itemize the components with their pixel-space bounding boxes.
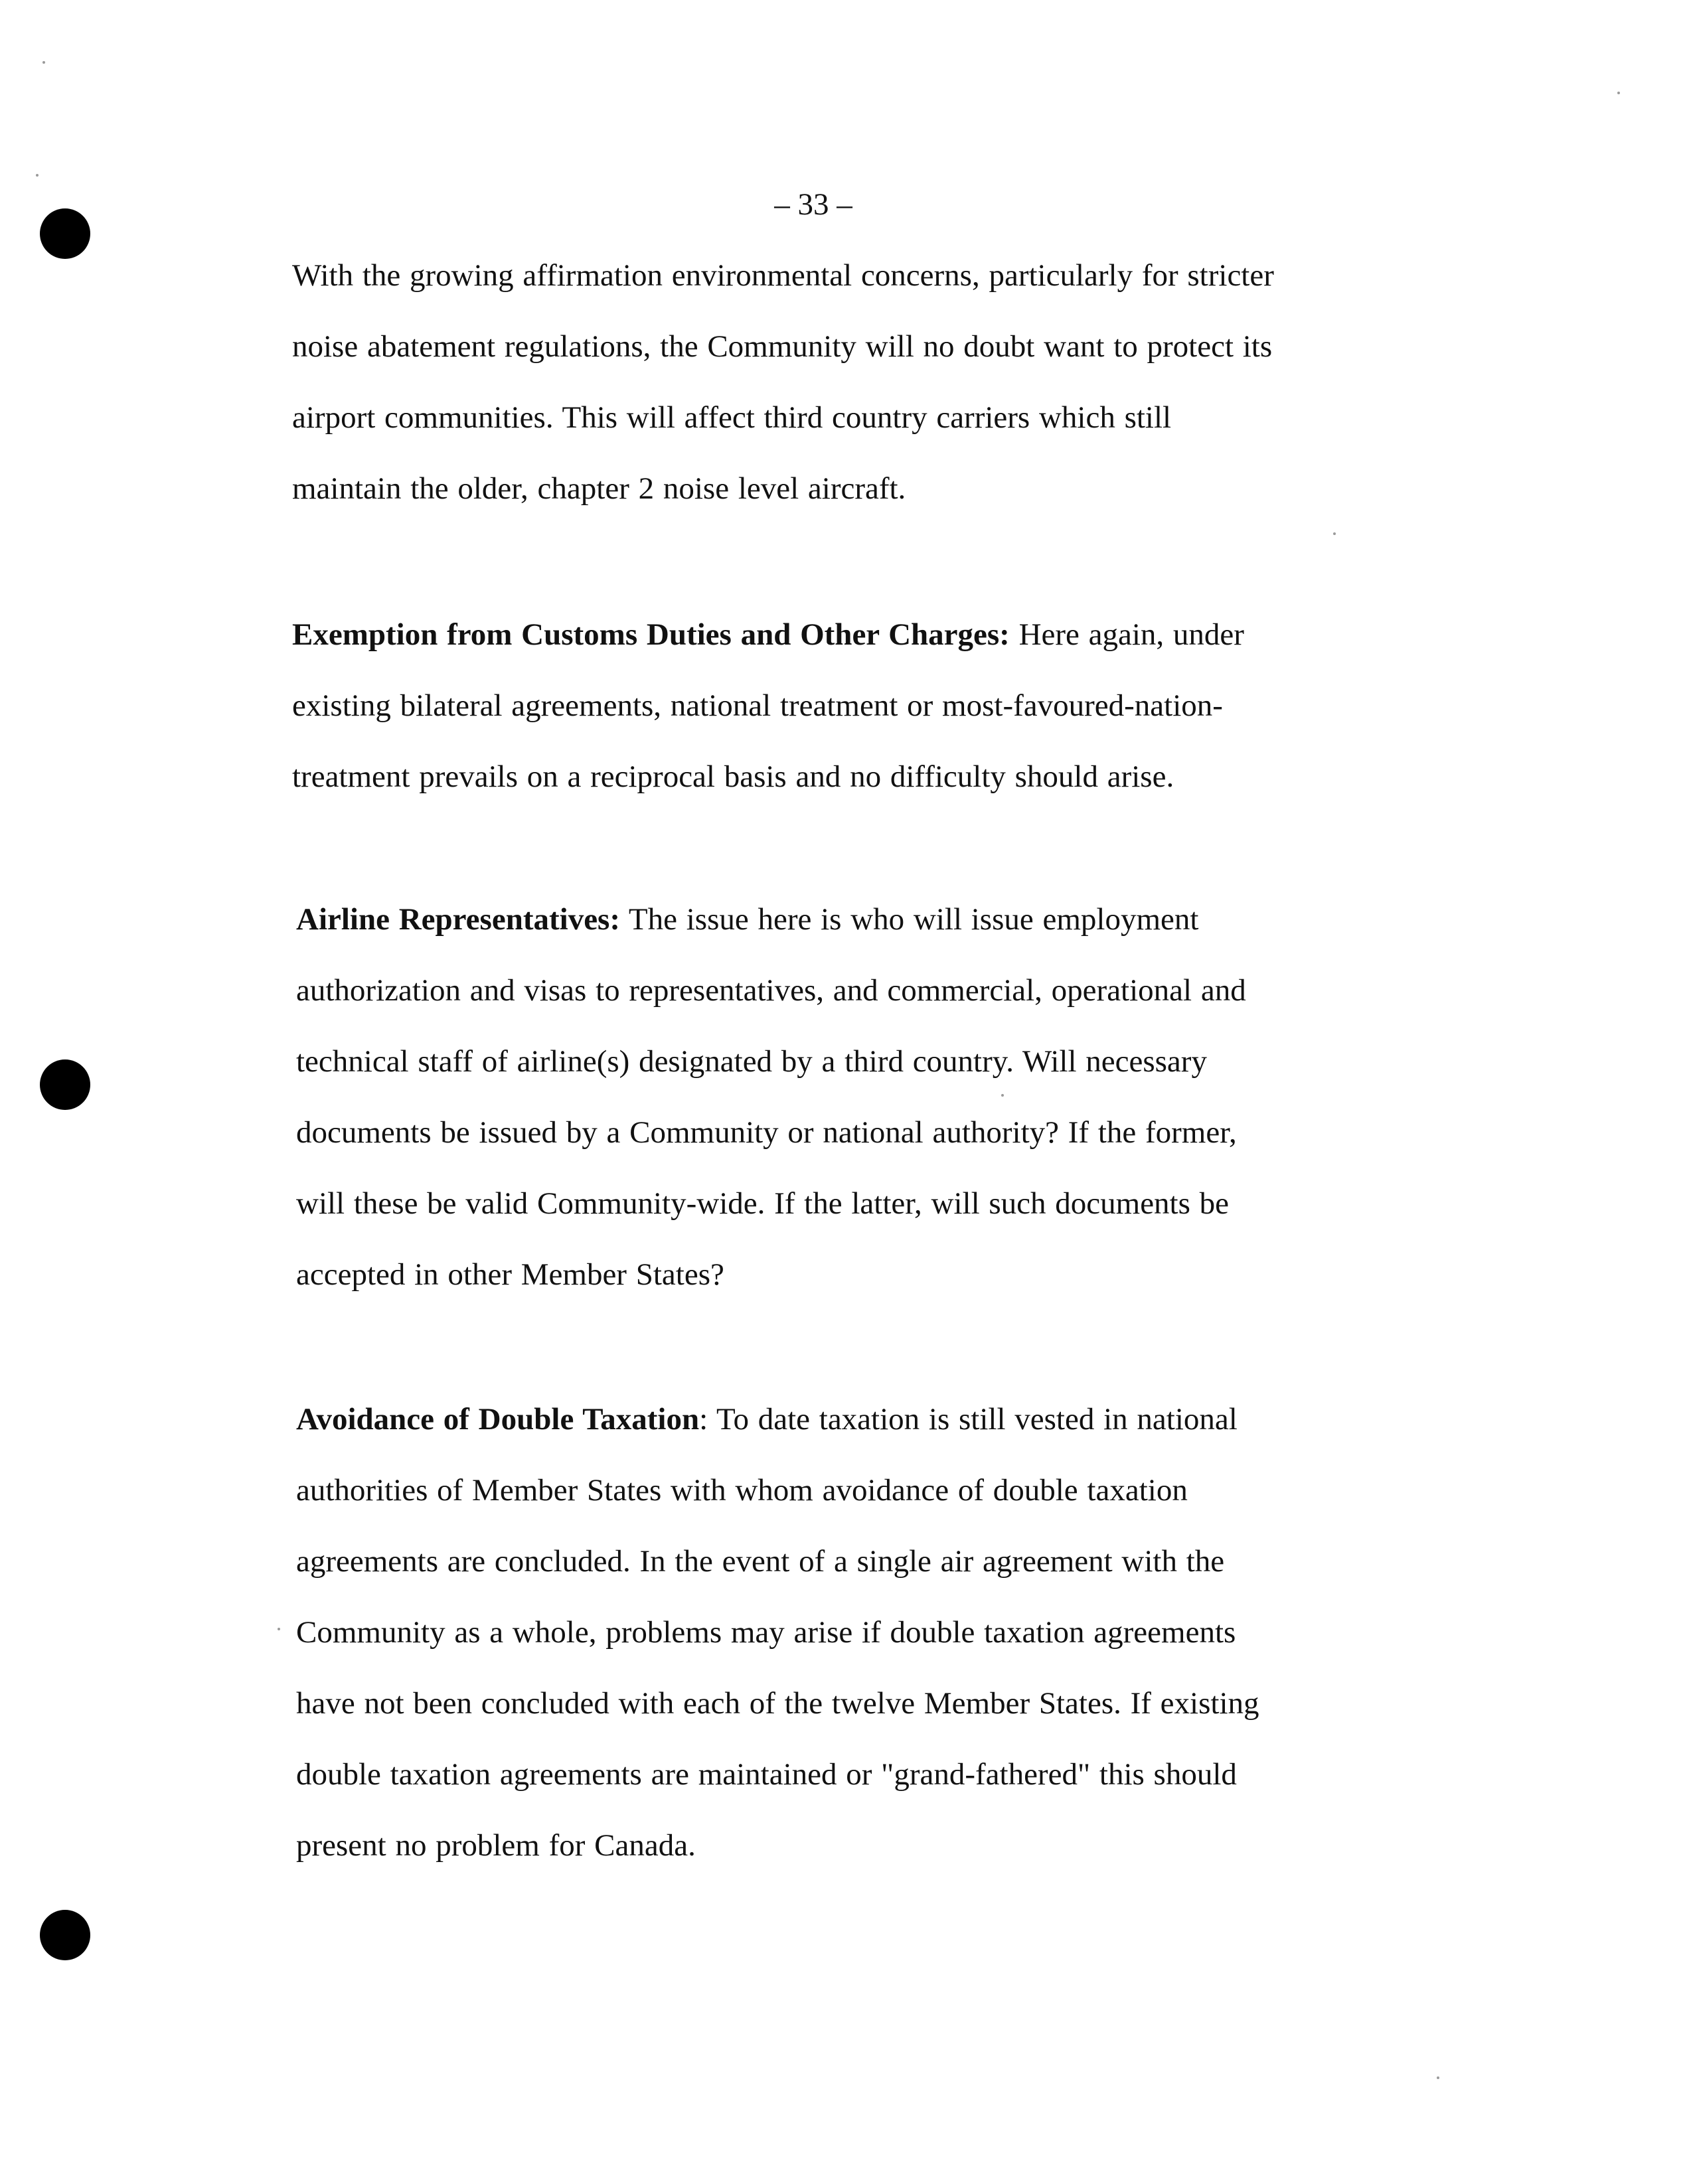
text-line: will these be valid Community-wide. If the latter, will such documents be: [296, 1186, 1230, 1221]
text-line: : To date taxation is still vested in national: [699, 1402, 1238, 1437]
section-heading-representatives: Airline Representatives:: [296, 902, 620, 937]
text-line: treatment prevails on a reciprocal basis and no difficulty should arise.: [292, 759, 1174, 794]
section-heading-customs: Exemption from Customs Duties and Other Charges:: [292, 617, 1010, 652]
text-line: have not been concluded with each of the twelve Member States. If existing: [296, 1686, 1259, 1721]
scan-speck: [278, 1628, 280, 1630]
paragraph-noise-concerns: [292, 240, 1394, 524]
text-line: authorities of Member States with whom avoidance of double taxation: [296, 1473, 1188, 1508]
text-line: agreements are concluded. In the event of a single air agreement with the: [296, 1544, 1225, 1579]
page-number: – 33 –: [774, 187, 852, 222]
text-line: The issue here is who will issue employment: [620, 902, 1199, 937]
text-line: documents be issued by a Community or national authority? If the former,: [296, 1115, 1237, 1150]
punch-hole-middle: [40, 1059, 90, 1110]
text-line: noise abatement regulations, the Community will no doubt want to protect its: [292, 329, 1273, 364]
text-line: Community as a whole, problems may arise if double taxation agreements: [296, 1615, 1236, 1650]
punch-hole-bottom: [40, 1910, 90, 1960]
text-line: authorization and visas to representatives, and commercial, operational and: [296, 973, 1246, 1008]
text-line: airport communities. This will affect third country carriers which still: [292, 400, 1172, 435]
section-heading-taxation: Avoidance of Double Taxation: [296, 1402, 700, 1437]
scan-speck: [1617, 92, 1620, 94]
scan-speck: [36, 174, 39, 177]
paragraph-customs-exemption: [292, 599, 1394, 813]
scan-speck: [1437, 2076, 1439, 2079]
paragraph-double-taxation: [296, 1384, 1398, 1881]
text-line: double taxation agreements are maintained or "grand-fathered" this should: [296, 1757, 1237, 1792]
text-line: maintain the older, chapter 2 noise level aircraft.: [292, 471, 906, 506]
text-line: existing bilateral agreements, national treatment or most-favoured-nation-: [292, 688, 1223, 723]
text-line: accepted in other Member States?: [296, 1257, 724, 1292]
scan-speck: [1333, 532, 1336, 535]
text-line: With the growing affirmation environmental concerns, particularly for stricter: [292, 258, 1274, 293]
text-line: Here again, under: [1009, 617, 1244, 652]
punch-hole-top: [40, 208, 90, 259]
text-line: technical staff of airline(s) designated by a third country. Will necessary: [296, 1044, 1207, 1079]
scan-speck: [42, 61, 45, 64]
paragraph-airline-representatives: [296, 884, 1398, 1310]
text-line: present no problem for Canada.: [296, 1828, 696, 1863]
